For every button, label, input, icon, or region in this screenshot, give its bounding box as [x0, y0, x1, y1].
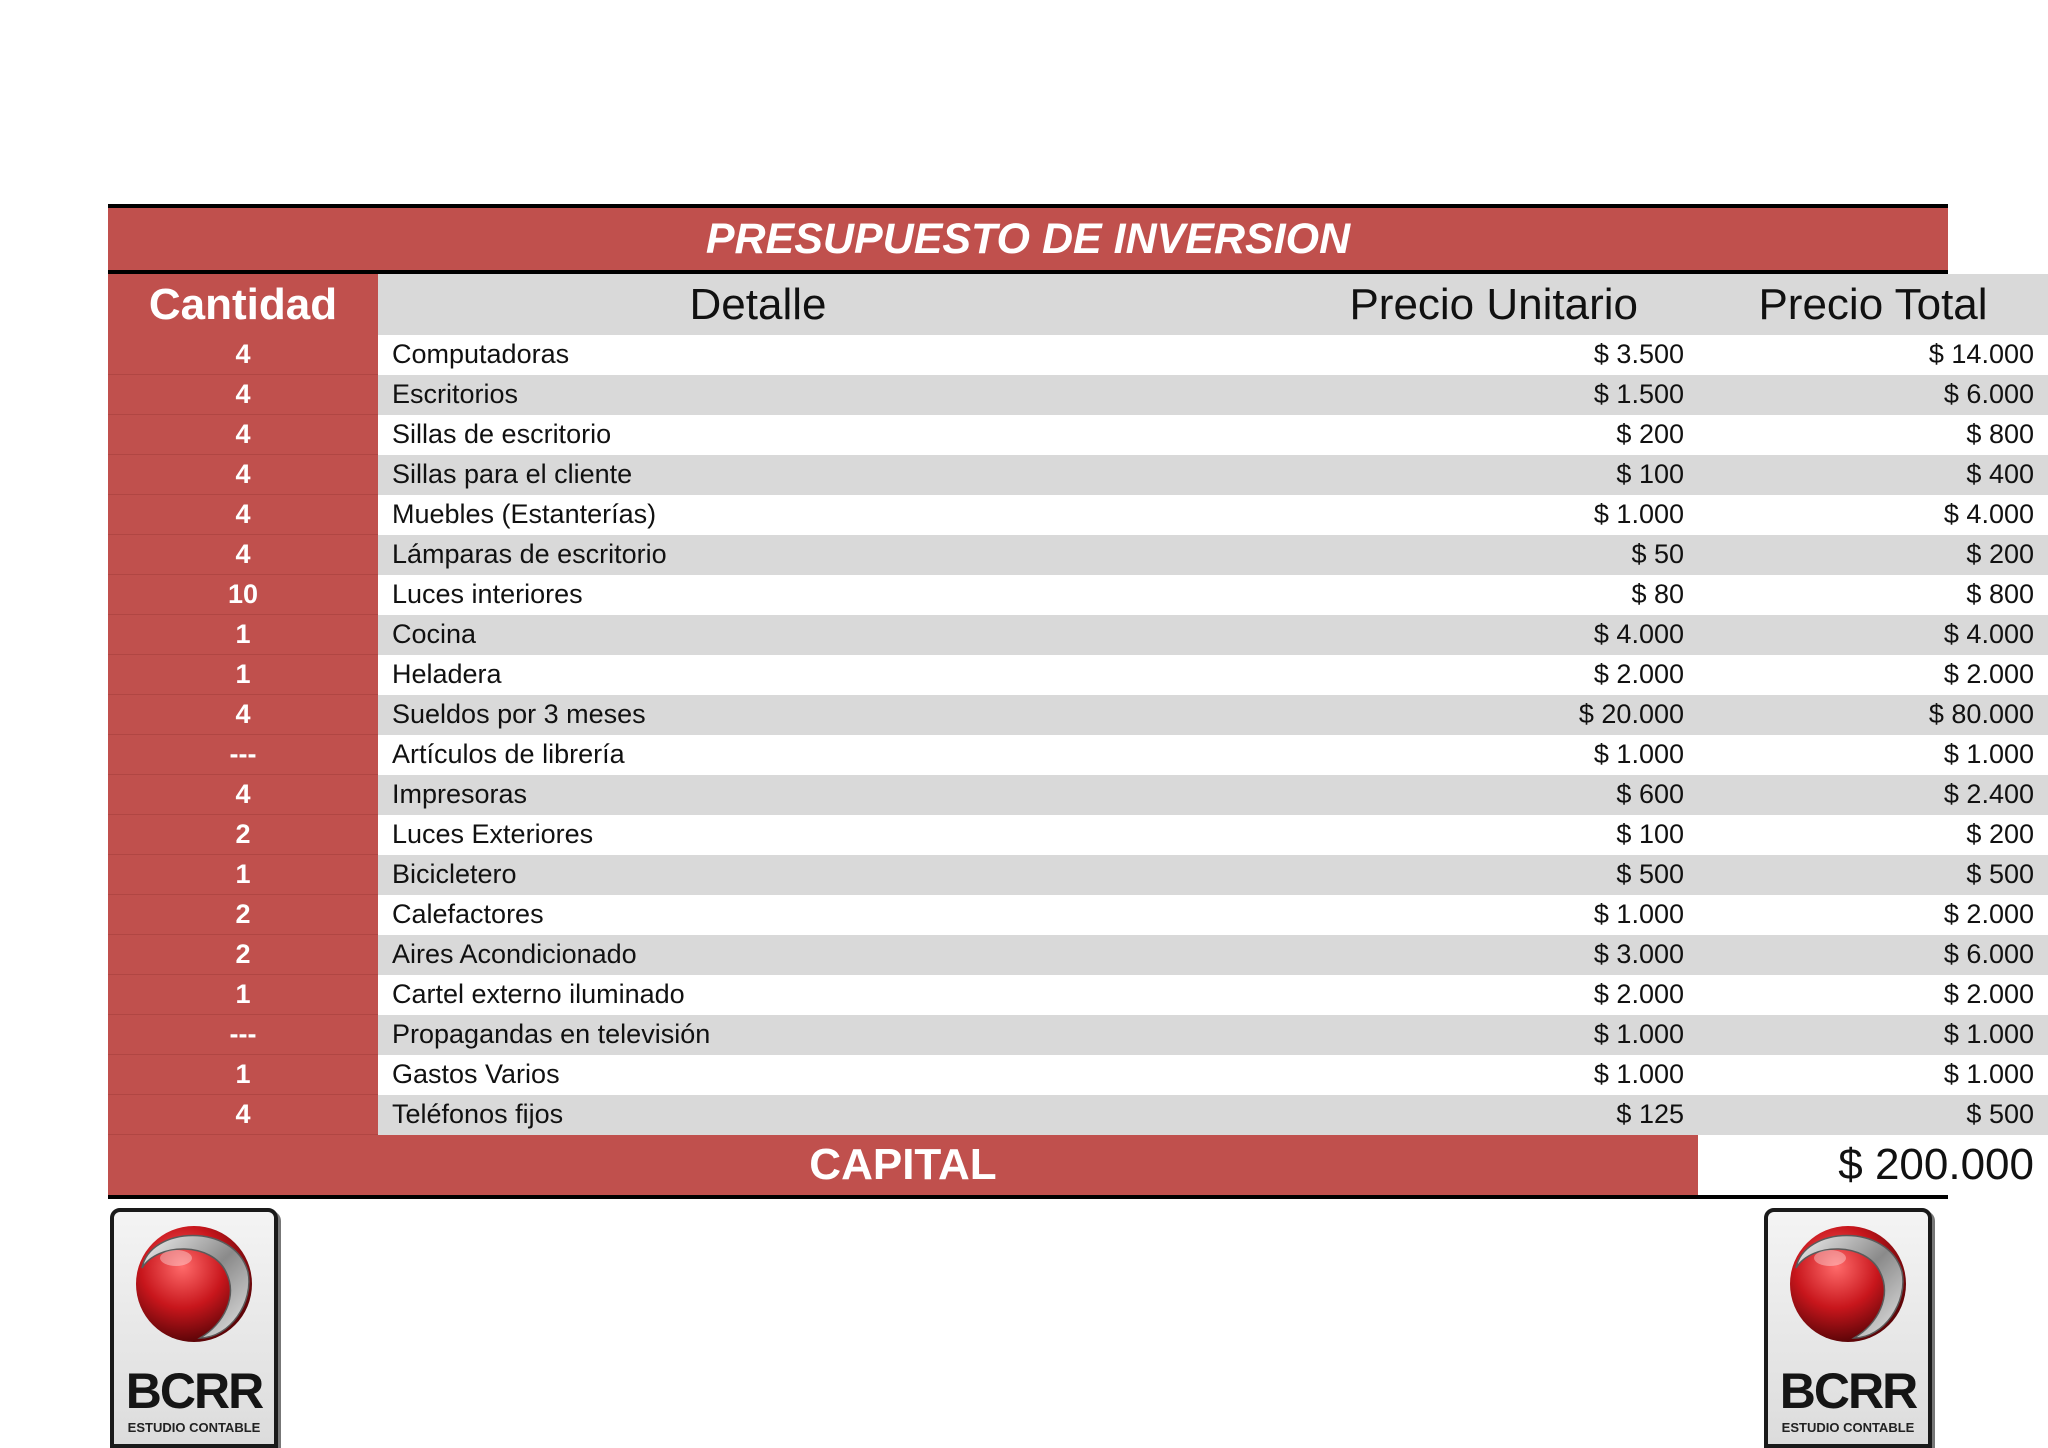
- bottom-rule: [108, 1195, 1948, 1199]
- quantity-cell: 4: [108, 1095, 378, 1135]
- table-row: [108, 815, 2048, 855]
- quantity-cell: 2: [108, 815, 378, 855]
- quantity-cell: ---: [108, 1015, 378, 1055]
- total-price-cell: $ 2.000: [1698, 895, 2048, 935]
- quantity-cell: 1: [108, 975, 378, 1015]
- header-detail: Detalle: [378, 274, 1138, 335]
- unit-price-cell: $ 100: [1138, 455, 1698, 495]
- unit-price-cell: $ 600: [1138, 775, 1698, 815]
- quantity-cell: 4: [108, 495, 378, 535]
- unit-price-cell: $ 200: [1138, 415, 1698, 455]
- quantity-cell: 1: [108, 1055, 378, 1095]
- quantity-cell: 4: [108, 775, 378, 815]
- quantity-cell: 10: [108, 575, 378, 615]
- detail-cell: Heladera: [378, 655, 1138, 695]
- detail-cell: Muebles (Estanterías): [378, 495, 1138, 535]
- unit-price-cell: $ 1.000: [1138, 495, 1698, 535]
- total-price-cell: $ 1.000: [1698, 735, 2048, 775]
- table-row: [108, 335, 2048, 375]
- detail-cell: Luces interiores: [378, 575, 1138, 615]
- budget-sheet: [108, 204, 2034, 1199]
- total-price-cell: $ 2.000: [1698, 975, 2048, 1015]
- total-price-cell: $ 1.000: [1698, 1015, 2048, 1055]
- total-price-cell: $ 80.000: [1698, 695, 2048, 735]
- table-row: [108, 895, 2048, 935]
- bcrr-sphere-logo-icon: [114, 1212, 274, 1362]
- quantity-cell: 4: [108, 455, 378, 495]
- unit-price-cell: $ 50: [1138, 535, 1698, 575]
- detail-cell: Sueldos por 3 meses: [378, 695, 1138, 735]
- table-row: [108, 775, 2048, 815]
- detail-cell: Luces Exteriores: [378, 815, 1138, 855]
- unit-price-cell: $ 20.000: [1138, 695, 1698, 735]
- unit-price-cell: $ 1.000: [1138, 895, 1698, 935]
- quantity-cell: 4: [108, 375, 378, 415]
- total-price-cell: $ 200: [1698, 815, 2048, 855]
- table-row: [108, 695, 2048, 735]
- detail-cell: Artículos de librería: [378, 735, 1138, 775]
- table-row: [108, 855, 2048, 895]
- table-row: [108, 1095, 2048, 1135]
- unit-price-cell: $ 1.000: [1138, 1055, 1698, 1095]
- unit-price-cell: $ 1.500: [1138, 375, 1698, 415]
- header-total-price: Precio Total: [1698, 274, 2048, 335]
- total-price-cell: $ 4.000: [1698, 615, 2048, 655]
- detail-cell: Aires Acondicionado: [378, 935, 1138, 975]
- budget-rows: [108, 335, 2048, 1135]
- unit-price-cell: $ 3.000: [1138, 935, 1698, 975]
- unit-price-cell: $ 1.000: [1138, 735, 1698, 775]
- bcrr-sphere-logo-icon: [1768, 1212, 1928, 1362]
- header-unit-price: Precio Unitario: [1138, 274, 1698, 335]
- detail-cell: Lámparas de escritorio: [378, 535, 1138, 575]
- detail-cell: Propagandas en televisión: [378, 1015, 1138, 1055]
- total-price-cell: $ 2.000: [1698, 655, 2048, 695]
- bcrr-logo-right: [1764, 1208, 1932, 1448]
- total-price-cell: $ 500: [1698, 855, 2048, 895]
- total-price-cell: $ 6.000: [1698, 375, 2048, 415]
- detail-cell: Impresoras: [378, 775, 1138, 815]
- quantity-cell: 4: [108, 695, 378, 735]
- quantity-cell: 4: [108, 535, 378, 575]
- detail-cell: Sillas para el cliente: [378, 455, 1138, 495]
- budget-table: [108, 274, 2048, 1195]
- table-row: [108, 655, 2048, 695]
- detail-cell: Cocina: [378, 615, 1138, 655]
- detail-cell: Computadoras: [378, 335, 1138, 375]
- table-row: [108, 975, 2048, 1015]
- table-row: [108, 495, 2048, 535]
- unit-price-cell: $ 3.500: [1138, 335, 1698, 375]
- total-price-cell: $ 800: [1698, 575, 2048, 615]
- total-price-cell: $ 2.400: [1698, 775, 2048, 815]
- total-price-cell: $ 800: [1698, 415, 2048, 455]
- quantity-cell: 1: [108, 615, 378, 655]
- unit-price-cell: $ 4.000: [1138, 615, 1698, 655]
- table-row: [108, 455, 2048, 495]
- detail-cell: Escritorios: [378, 375, 1138, 415]
- detail-cell: Sillas de escritorio: [378, 415, 1138, 455]
- table-row: [108, 1015, 2048, 1055]
- logo-name-right: BCRR: [1779, 1363, 1917, 1419]
- quantity-cell: 2: [108, 935, 378, 975]
- detail-cell: Teléfonos fijos: [378, 1095, 1138, 1135]
- total-price-cell: $ 500: [1698, 1095, 2048, 1135]
- table-row: [108, 735, 2048, 775]
- table-row: [108, 575, 2048, 615]
- total-price-cell: $ 400: [1698, 455, 2048, 495]
- table-row: [108, 1055, 2048, 1095]
- detail-cell: Cartel externo iluminado: [378, 975, 1138, 1015]
- quantity-cell: 1: [108, 855, 378, 895]
- unit-price-cell: $ 1.000: [1138, 1015, 1698, 1055]
- logo-subtitle-left: ESTUDIO CONTABLE: [127, 1420, 261, 1435]
- quantity-cell: 4: [108, 415, 378, 455]
- capital-row: [108, 1135, 2048, 1196]
- unit-price-cell: $ 80: [1138, 575, 1698, 615]
- table-header-row: [108, 274, 2048, 335]
- capital-value: $ 200.000: [1698, 1135, 2048, 1196]
- quantity-cell: ---: [108, 735, 378, 775]
- table-row: [108, 535, 2048, 575]
- capital-label: CAPITAL: [108, 1135, 1698, 1196]
- unit-price-cell: $ 2.000: [1138, 975, 1698, 1015]
- logo-name-left: BCRR: [125, 1363, 263, 1419]
- budget-title: PRESUPUESTO DE INVERSION: [108, 208, 1948, 270]
- quantity-cell: 1: [108, 655, 378, 695]
- total-price-cell: $ 14.000: [1698, 335, 2048, 375]
- unit-price-cell: $ 125: [1138, 1095, 1698, 1135]
- unit-price-cell: $ 2.000: [1138, 655, 1698, 695]
- table-row: [108, 375, 2048, 415]
- header-quantity: Cantidad: [108, 274, 378, 335]
- table-row: [108, 615, 2048, 655]
- detail-cell: Gastos Varios: [378, 1055, 1138, 1095]
- detail-cell: Bicicletero: [378, 855, 1138, 895]
- logo-subtitle-right: ESTUDIO CONTABLE: [1781, 1420, 1915, 1435]
- total-price-cell: $ 200: [1698, 535, 2048, 575]
- quantity-cell: 2: [108, 895, 378, 935]
- total-price-cell: $ 4.000: [1698, 495, 2048, 535]
- quantity-cell: 4: [108, 335, 378, 375]
- table-row: [108, 935, 2048, 975]
- detail-cell: Calefactores: [378, 895, 1138, 935]
- table-row: [108, 415, 2048, 455]
- total-price-cell: $ 1.000: [1698, 1055, 2048, 1095]
- bcrr-logo-left: [110, 1208, 278, 1448]
- total-price-cell: $ 6.000: [1698, 935, 2048, 975]
- unit-price-cell: $ 500: [1138, 855, 1698, 895]
- unit-price-cell: $ 100: [1138, 815, 1698, 855]
